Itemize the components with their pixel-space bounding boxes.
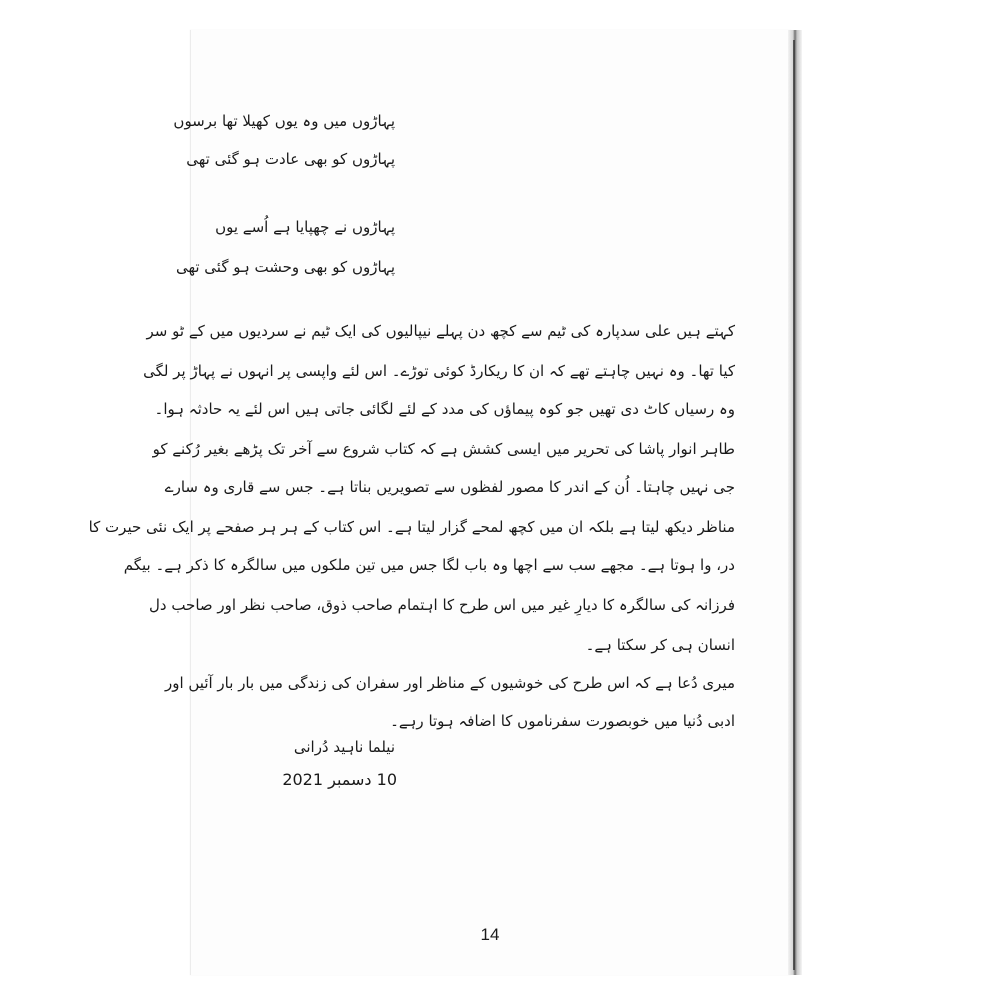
poem-line-3: پہاڑوں نے چھپایا ہے اُسے یوں [215,218,395,236]
prose-line-9: انسان ہی کر سکتا ہے۔ [585,636,735,654]
author-signature: نیلما ناہید دُرانی [293,738,395,756]
prose-line-10: میری دُعا ہے کہ اس طرح کی خوشیوں کے مناظر اور سفران کی زندگی میں بار بار آئیں اور [164,674,735,692]
prose-line-4: طاہر انوار پاشا کی تحریر میں ایسی کشش ہے کہ کتاب شروع سے آخر تک پڑھے بغیر رُکنے کو [152,440,735,458]
prose-line-8: فرزانہ کی سالگرہ کا دیارِ غیر میں اس طرح کا اہتمام صاحب ذوق، صاحب نظر اور صاحب دل [148,596,735,614]
prose-line-11: ادبی دُنیا میں خوبصورت سفرناموں کا اضافہ ہوتا رہے۔ [390,712,735,730]
prose-line-5: جی نہیں چاہتا۔ اُن کے اندر کا مصور لفظوں سے تصویریں بناتا ہے۔ جس سے قاری وہ سارے [164,478,735,496]
prose-line-2: کیا تھا۔ وہ نہیں چاہتے تھے کہ ان کا ریکارڈ کوئی توڑے۔ اس لئے واپسی پر انہوں نے پہاڑ پر لگی [143,362,735,380]
poem-line-4: پہاڑوں کو بھی وحشت ہو گئی تھی [175,258,395,276]
book-spine-edge [793,40,795,970]
prose-line-7: در، وا ہوتا ہے۔ مجھے سب سے اچھا وہ باب لگا جس میں تین ملکوں میں سالگرہ کا ذکر ہے۔ بیگم [123,556,735,574]
book-spine-shadow [788,30,802,975]
prose-line-3: وہ رسیاں کاٹ دی تھیں جو کوہ پیماؤں کی مدد کے لئے لگائی جاتی ہیں اس لئے یہ حادثہ ہوا۔ [154,400,735,418]
poem-line-2: پہاڑوں کو بھی عادت ہو گئی تھی [186,150,395,168]
book-page [88,30,791,975]
page-number: 14 [480,925,500,944]
prose-line-1: کہتے ہیں علی سدپارہ کی ٹیم سے کچھ دن پہلے نیپالیوں کی ایک ٹیم نے سردیوں میں کے ٹو سر [146,322,735,340]
prose-line-6: مناظر دیکھ لیتا ہے بلکہ ان میں کچھ لمحے گزار لیتا ہے۔ اس کتاب کے ہر ہر صفحے پر ایک نئی حیرت کا [88,518,735,536]
signature-date: 10 دسمبر 2021 [282,770,397,789]
poem-line-1: پہاڑوں میں وہ یوں کھیلا تھا برسوں [173,112,395,130]
